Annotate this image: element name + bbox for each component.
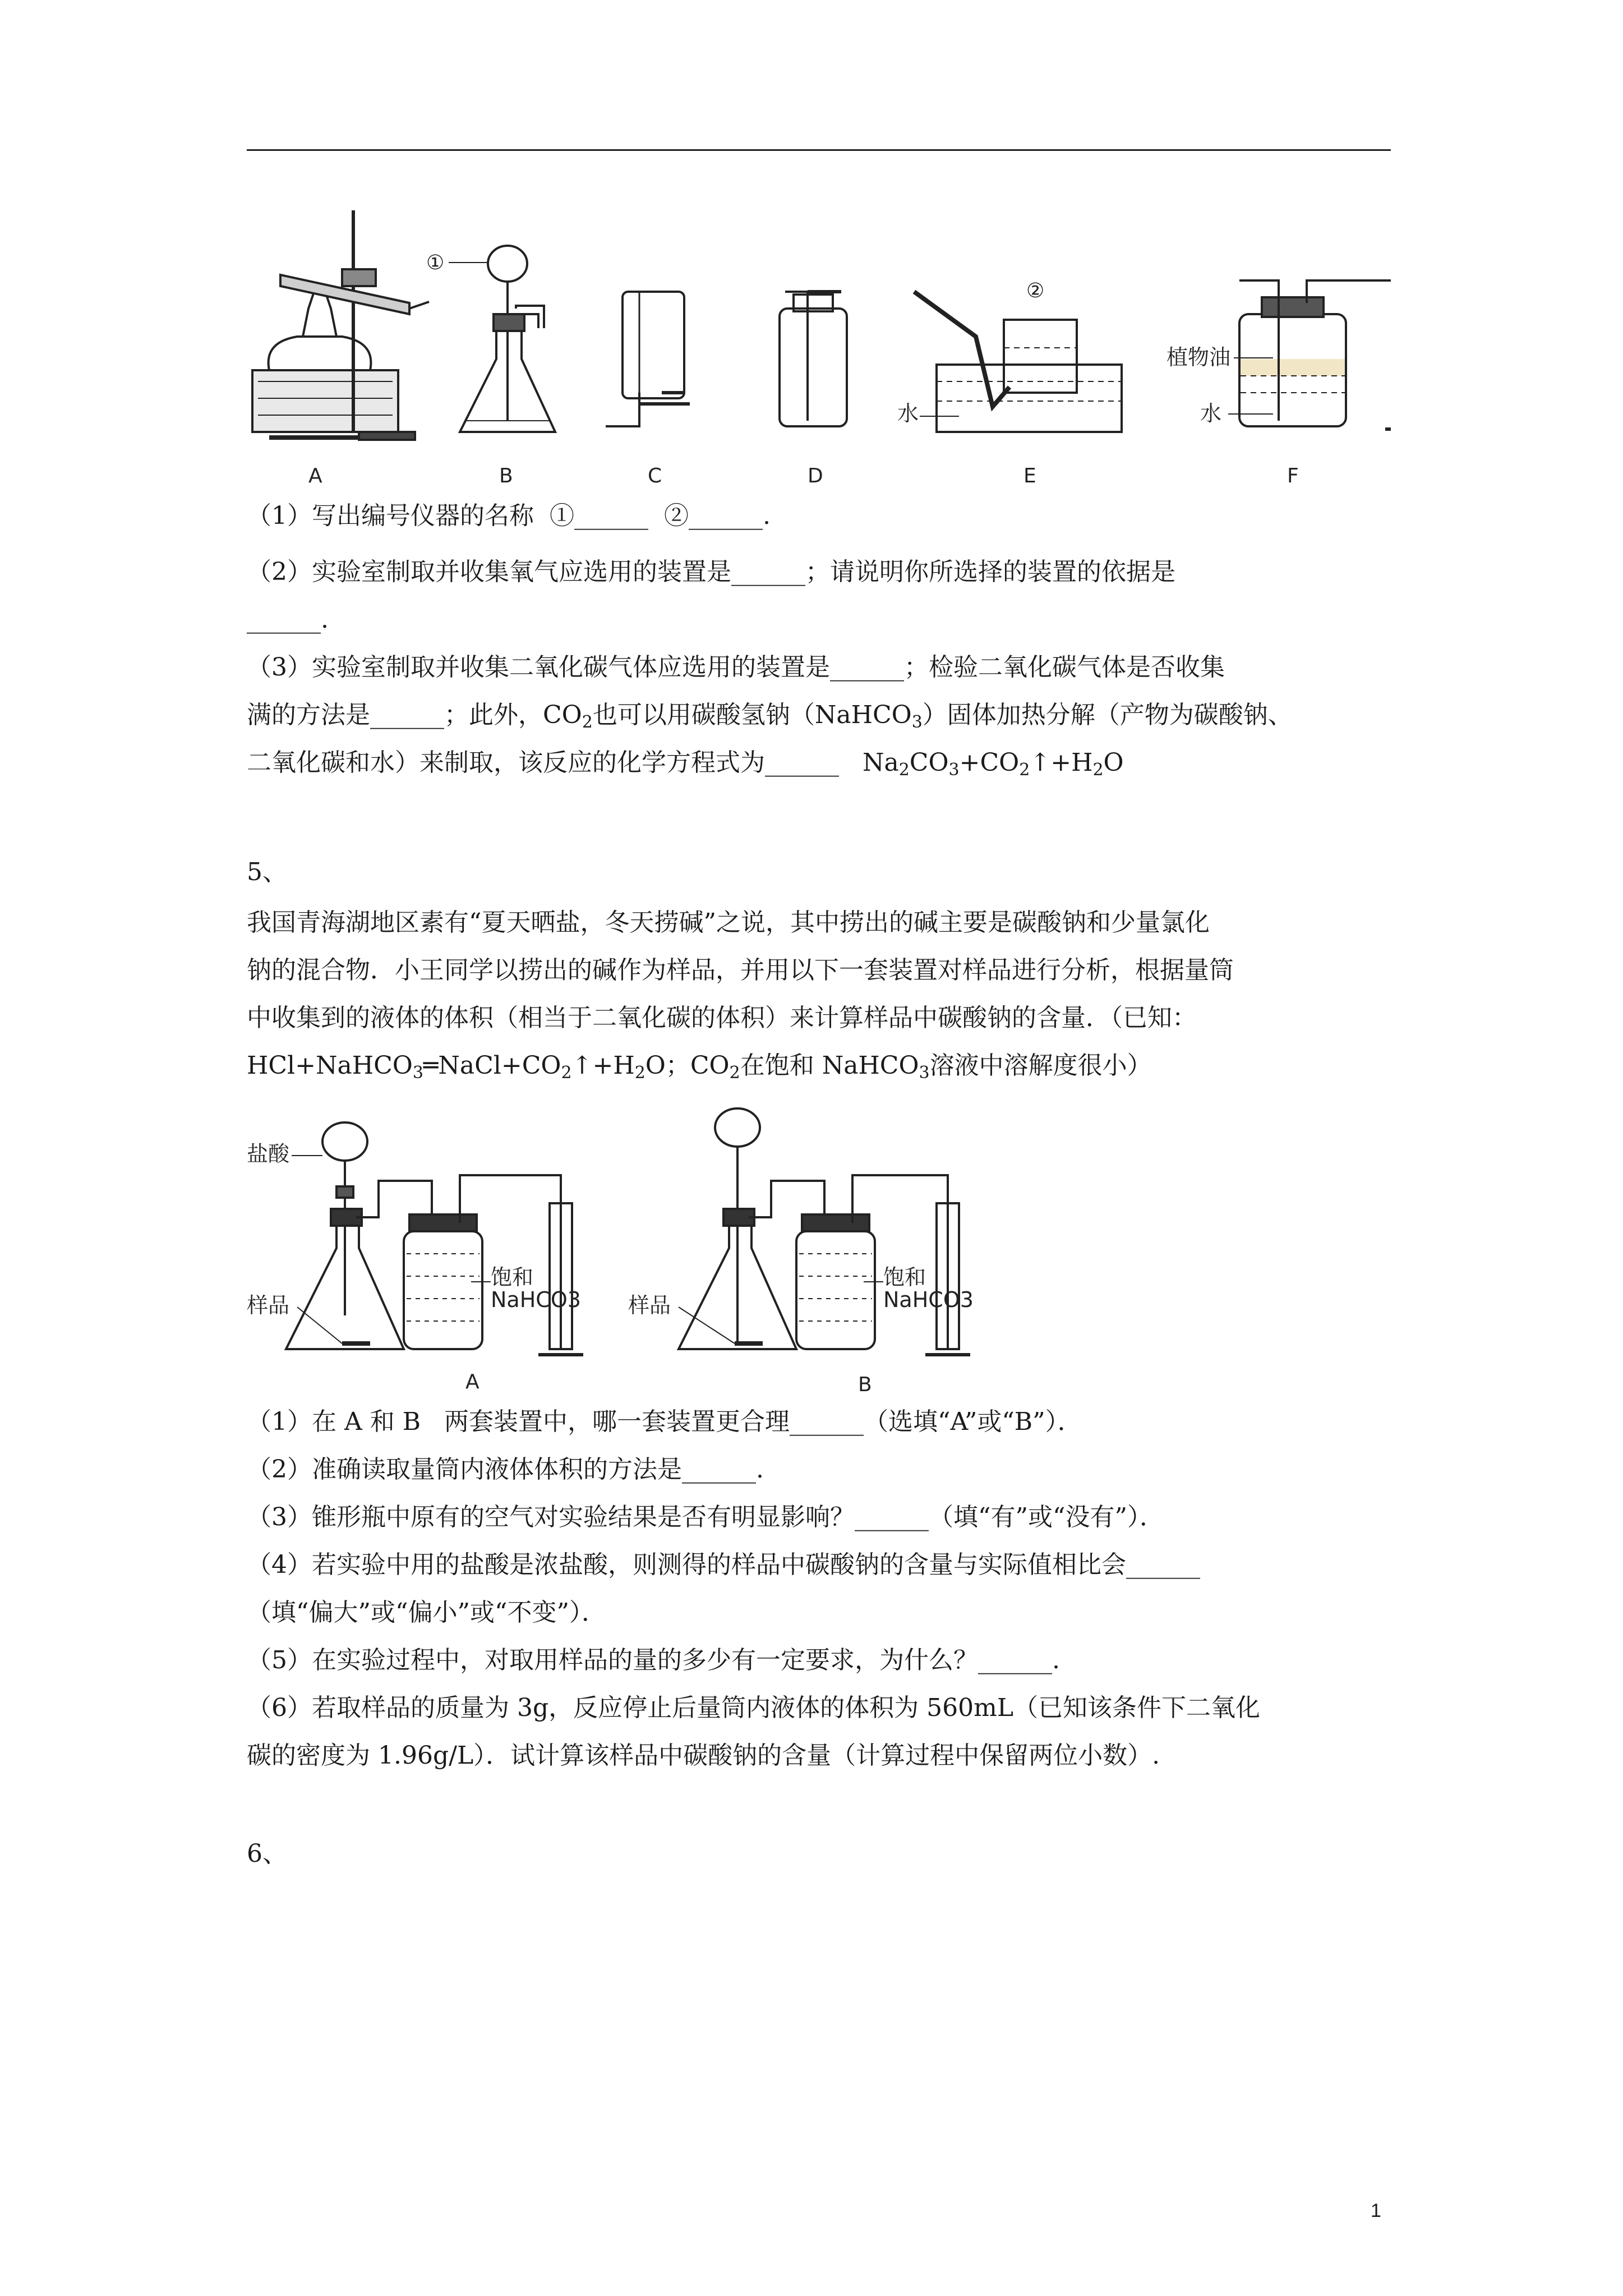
svg-text:水: 水 <box>897 401 919 426</box>
q4-part-3-cont: 满的方法是______；此外，$CO_2$也可以用碳酸氢钠（NaHCO$_3$）固体加热分解（产物为碳酸钠、 <box>247 701 1293 732</box>
svg-text:B: B <box>858 1373 872 1396</box>
svg-text:样品: 样品 <box>247 1293 290 1318</box>
q5-sub-4-cont: （填“偏大”或“偏小”或“不变”）． <box>247 1598 606 1627</box>
apparatus-f <box>1166 280 1391 487</box>
svg-text:NaHCO3: NaHCO3 <box>491 1287 581 1312</box>
apparatus-c <box>606 292 690 487</box>
svg-text:E: E <box>1023 464 1036 487</box>
q5-sub-3: （3）锥形瓶中原有的空气对实验结果是否有明显影响？______（填“有”或“没有”）． <box>247 1503 1164 1531</box>
q5-sub-6-cont: 碳的密度为 1.96g/L）．试计算该样品中碳酸钠的含量（计算过程中保留两位小数）. <box>247 1741 1160 1770</box>
q4-part-2-cont: ______. <box>247 605 329 634</box>
q5-sub-1: （1）在 A 和 B 两套装置中，哪一套装置更合理______（选填“A”或“B”）． <box>247 1407 1082 1436</box>
q4-part-3-equation: 二氧化碳和水）来制取，该反应的化学方程式为______ $Na_2CO_3+CO_2↑+H_2O$ <box>247 748 1124 780</box>
question-6-number: 6、 <box>247 1839 287 1868</box>
svg-text:植物油: 植物油 <box>1166 345 1231 370</box>
svg-text:饱和: 饱和 <box>883 1265 926 1290</box>
page-number: 1 <box>1371 2200 1381 2221</box>
q5-intro-2: 钠的混合物．小王同学以捞出的碱作为样品，并用以下一套装置对样品进行分析，根据量筒 <box>247 956 1234 984</box>
q4-part-1: （1）写出编号仪器的名称 ①______ ②______. <box>247 501 771 530</box>
q5-intro-3: 中收集到的液体的体积（相当于二氧化碳的体积）来计算样品中碳酸钠的含量．（已知： <box>247 1004 1197 1032</box>
q5-intro-4: $HCl+NaHCO_3═NaCl+CO_2↑+H_2O$；$CO_2$在饱和 NaHCO$_3$溶液中溶解度很小） <box>247 1051 1152 1083</box>
q5-sub-5: （5）在实验过程中，对取用样品的量的多少有一定要求，为什么？______. <box>247 1646 1060 1674</box>
svg-text:饱和: 饱和 <box>491 1265 534 1290</box>
setup-a <box>247 1122 583 1393</box>
svg-text:A: A <box>308 464 322 487</box>
apparatus-d <box>780 292 847 487</box>
svg-text:①: ① <box>426 251 445 274</box>
q5-sub-6: （6）若取样品的质量为 3g，反应停止后量筒内液体的体积为 560mL（已知该条件下二氧化 <box>247 1694 1261 1722</box>
apparatus-e <box>897 279 1122 487</box>
svg-text:C: C <box>648 464 662 487</box>
q5-sub-2: （2）准确读取量筒内液体体积的方法是______. <box>247 1455 764 1484</box>
q4-part-2: （2）实验室制取并收集氧气应选用的装置是______；请说明你所选择的装置的依据是 <box>247 558 1175 586</box>
svg-text:盐酸: 盐酸 <box>247 1142 290 1166</box>
apparatus-b <box>426 246 555 487</box>
svg-text:B: B <box>499 464 513 487</box>
q5-intro-1: 我国青海湖地区素有“夏天晒盐，冬天捞碱”之说，其中捞出的碱主要是碳酸钠和少量氯化 <box>247 908 1210 937</box>
question-5-number: 5、 <box>247 858 287 886</box>
q4-part-3: （3）实验室制取并收集二氧化碳气体应选用的装置是______；检验二氧化碳气体是否收集 <box>247 653 1225 682</box>
svg-text:A: A <box>465 1370 479 1393</box>
header-rule <box>247 149 1391 151</box>
svg-text:NaHCO3: NaHCO3 <box>883 1287 974 1312</box>
setup-b <box>628 1108 974 1396</box>
svg-text:D: D <box>808 464 823 487</box>
svg-text:水: 水 <box>1200 401 1222 426</box>
apparatus-figure-1 <box>247 208 1391 499</box>
svg-text:样品: 样品 <box>628 1293 671 1318</box>
svg-text:F: F <box>1287 464 1299 487</box>
svg-text:②: ② <box>1026 279 1045 302</box>
apparatus-a <box>252 210 429 487</box>
q5-sub-4: （4）若实验中用的盐酸是浓盐酸，则测得的样品中碳酸钠的含量与实际值相比会______ <box>247 1550 1200 1579</box>
apparatus-figure-2 <box>247 1102 1054 1400</box>
